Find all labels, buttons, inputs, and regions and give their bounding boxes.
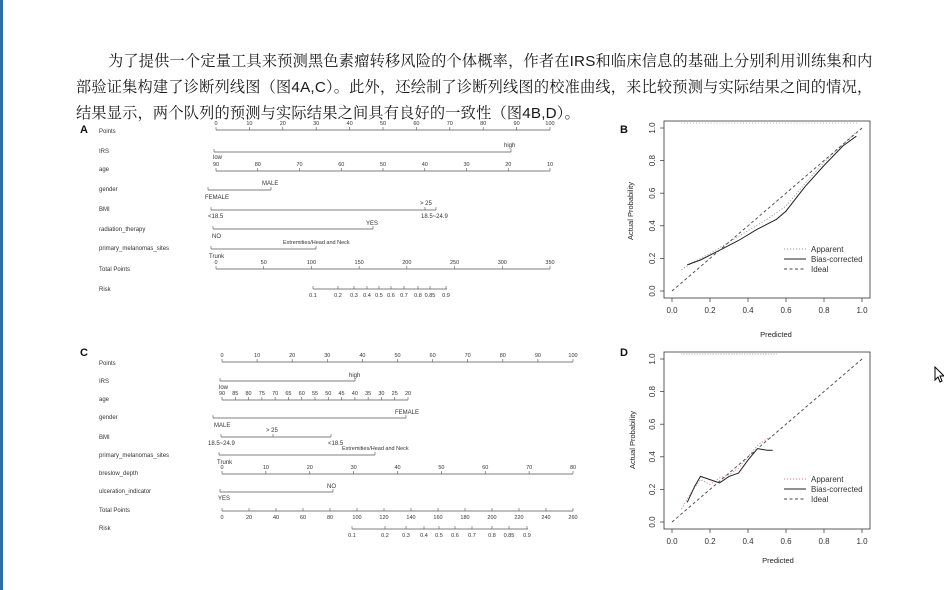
x-ticks-d — [666, 529, 868, 546]
b-xtick-label-2: 0.4 — [742, 306, 754, 315]
d-ytick-label-5: 1.0 — [648, 353, 657, 365]
risk-axis-c — [348, 526, 531, 539]
c-points-tick-label-7: 70 — [464, 353, 471, 359]
bmi-scale-c — [208, 428, 344, 447]
c-points-tick-label-4: 40 — [359, 353, 366, 359]
b-legend-label-0: Apparent — [811, 245, 844, 254]
age-scale-a — [213, 162, 553, 171]
c-total-tick-label-5: 100 — [352, 515, 362, 521]
a-age-tick-label-0: 90 — [212, 162, 220, 168]
c-age-tick-label-7: 55 — [311, 391, 319, 397]
c-age-tick-label-0: 90 — [218, 391, 226, 397]
c-total-tick-label-10: 200 — [487, 515, 497, 521]
gender-male-label-c: MALE — [214, 423, 231, 429]
row-label-sites: primary_melanomas_sites — [99, 246, 170, 252]
gender-male-label: MALE — [262, 181, 279, 187]
mouse-cursor-icon — [934, 366, 944, 384]
c-age-tick-label-1: 85 — [232, 391, 239, 397]
c-age-tick-label-13: 25 — [391, 391, 398, 397]
row-label-breslow-c: breslow_depth — [99, 471, 139, 477]
a-age-tick-label-4: 50 — [379, 162, 387, 168]
bmi-lt-label: <18.5 — [208, 214, 224, 220]
irs-scale-a — [213, 143, 515, 161]
irs-high-label: high — [504, 143, 516, 149]
c-age-tick-label-9: 45 — [338, 391, 345, 397]
total-points-axis-c — [220, 508, 577, 521]
c-breslow-tick-label-1: 10 — [262, 465, 269, 471]
a-risk-tick-label-6: 0.7 — [400, 293, 408, 299]
b-ytick-label-5: 1.0 — [648, 122, 657, 134]
c-risk-tick-label-9: 0.9 — [523, 533, 531, 539]
c-age-tick-label-3: 75 — [258, 391, 265, 397]
a-total-tick-label-3: 150 — [354, 260, 364, 266]
y-axis-label-b: Actual Probability — [626, 182, 635, 240]
c-age-tick-label-6: 60 — [298, 391, 305, 397]
c-age-tick-label-4: 70 — [272, 391, 279, 397]
series-b — [672, 128, 862, 291]
x-axis-label-b: Predicted — [760, 330, 792, 339]
row-label-total-points-c: Total Points — [99, 508, 131, 514]
d-xtick-label-1: 0.2 — [704, 537, 716, 546]
d-legend-label-2: Ideal — [811, 495, 829, 504]
c-age-tick-label-14: 20 — [404, 391, 412, 397]
a-points-tick-label-0: 0 — [214, 121, 218, 127]
c-age-tick-label-8: 50 — [325, 391, 332, 397]
c-age-tick-label-2: 80 — [245, 391, 252, 397]
a-points-tick-label-8: 80 — [480, 121, 487, 127]
total-points-axis-a — [214, 260, 554, 269]
c-breslow-tick-label-5: 50 — [438, 465, 445, 471]
a-total-tick-label-1: 50 — [260, 260, 267, 266]
legend-d — [784, 475, 863, 504]
risk-axis-a — [309, 286, 450, 299]
calibration-d — [620, 347, 870, 565]
ulceration-scale-c — [218, 484, 336, 502]
b-xtick-label-4: 0.8 — [818, 306, 830, 315]
c-age-tick-label-10: 40 — [351, 391, 358, 397]
d-xtick-label-0: 0.0 — [666, 537, 678, 546]
c-breslow-tick-label-0: 0 — [220, 465, 224, 471]
row-label-irs-c: IRS — [99, 379, 110, 385]
b-legend-label-2: Ideal — [811, 265, 829, 274]
x-ticks-b — [666, 298, 868, 315]
c-breslow-tick-label-6: 60 — [482, 465, 489, 471]
d-ytick-label-4: 0.8 — [648, 386, 657, 398]
row-label-sites-c: primary_melanomas_sites — [99, 453, 170, 459]
b-xtick-label-1: 0.2 — [704, 306, 716, 315]
d-series-line-bias-corrected — [687, 449, 773, 503]
b-ytick-label-4: 0.8 — [648, 155, 657, 167]
nomogram-a — [80, 121, 555, 299]
row-label-gender: gender — [99, 187, 118, 193]
a-points-tick-label-5: 50 — [379, 121, 387, 127]
b-xtick-label-5: 1.0 — [856, 306, 868, 315]
a-risk-tick-label-1: 0.2 — [334, 293, 342, 299]
nomogram-c — [80, 347, 578, 539]
c-points-tick-label-10: 100 — [568, 353, 578, 359]
gender-female-label: FEMALE — [205, 195, 230, 201]
c-points-tick-label-3: 30 — [324, 353, 331, 359]
bmi-gt25-label: > 25 — [420, 201, 432, 207]
c-age-tick-label-11: 35 — [365, 391, 372, 397]
d-xtick-label-3: 0.6 — [780, 537, 792, 546]
a-age-tick-label-2: 70 — [296, 162, 303, 168]
row-label-age: age — [99, 167, 110, 173]
row-label-risk-c: Risk — [99, 526, 111, 532]
x-axis-label-d: Predicted — [762, 556, 794, 565]
d-xtick-label-2: 0.4 — [742, 537, 754, 546]
series-d — [672, 359, 862, 522]
c-breslow-tick-label-3: 30 — [350, 465, 357, 471]
d-series-line-apparent — [682, 437, 773, 509]
c-breslow-tick-label-2: 20 — [306, 465, 313, 471]
ulceration-no-label-c: NO — [327, 484, 336, 490]
row-label-points-c: Points — [99, 361, 116, 367]
a-risk-tick-label-2: 0.3 — [350, 293, 358, 299]
b-xtick-label-0: 0.0 — [666, 306, 678, 315]
irs-low-label-c: low — [219, 385, 229, 391]
irs-low-label: low — [213, 155, 223, 161]
c-total-tick-label-9: 180 — [460, 515, 470, 521]
c-risk-tick-label-7: 0.8 — [488, 533, 496, 539]
a-points-tick-label-4: 40 — [346, 121, 353, 127]
article-paragraph: 为了提供一个定量工具来预测黑色素瘤转移风险的个体概率，作者在IRS和临床信息的基础上分别利用训练集和内部验证集构建了诊断列线图（图4A,C）。此外，还绘制了诊断列线图的校准曲线，来比较预测与实际结果之间的情况，结果显示，两个队列的预测与实际结果之间具有良好的一致性（图4B,D）。 — [76, 53, 873, 123]
c-breslow-tick-label-8: 80 — [569, 465, 577, 471]
irs-high-label-c: high — [349, 373, 361, 379]
row-label-irs: IRS — [99, 149, 110, 155]
y-ticks-d — [648, 353, 664, 528]
gender-scale-a — [205, 181, 278, 201]
a-risk-tick-label-3: 0.4 — [363, 293, 371, 299]
a-age-tick-label-7: 20 — [505, 162, 512, 168]
c-total-tick-label-7: 140 — [406, 515, 416, 521]
b-ytick-label-0: 0.0 — [648, 285, 657, 297]
c-risk-tick-label-4: 0.5 — [435, 533, 443, 539]
a-total-tick-label-4: 200 — [402, 260, 412, 266]
a-risk-tick-label-0: 0.1 — [309, 293, 317, 299]
row-label-points: Points — [99, 129, 116, 135]
d-legend-label-1: Bias-corrected — [811, 485, 863, 494]
calibration-b — [620, 121, 870, 339]
points-axis-a — [214, 121, 554, 130]
c-total-tick-label-1: 20 — [245, 515, 253, 521]
panel-label-a: A — [80, 124, 88, 136]
c-risk-tick-label-2: 0.3 — [402, 533, 410, 539]
bmi-scale-a — [208, 201, 449, 220]
y-axis-label-d: Actual Probability — [628, 411, 637, 469]
panel-label-d: D — [620, 347, 628, 359]
c-risk-tick-label-8: 0.85 — [503, 533, 515, 539]
c-total-tick-label-3: 60 — [299, 515, 307, 521]
bmi-gt25-label-c: > 25 — [266, 428, 278, 434]
bmi-mid-label-c: 18.5~24.9 — [208, 441, 235, 447]
row-label-bmi-c: BMI — [99, 435, 110, 441]
bmi-mid-label: 18.5~24.9 — [421, 214, 448, 220]
a-points-tick-label-6: 60 — [413, 121, 420, 127]
a-age-tick-label-8: 10 — [546, 162, 554, 168]
a-points-tick-label-7: 70 — [446, 121, 453, 127]
c-points-tick-label-9: 90 — [534, 353, 541, 359]
a-risk-tick-label-7: 0.8 — [414, 293, 422, 299]
d-ytick-label-0: 0.0 — [648, 516, 657, 528]
c-points-tick-label-0: 0 — [220, 353, 224, 359]
gender-scale-c — [213, 410, 419, 429]
d-legend-label-0: Apparent — [811, 475, 844, 484]
sites-ext-label-c: Extremities/Head and Neck — [342, 446, 409, 452]
c-risk-tick-label-3: 0.4 — [420, 533, 428, 539]
a-age-tick-label-6: 30 — [463, 162, 470, 168]
a-points-tick-label-2: 20 — [279, 121, 286, 127]
b-series-line-ideal — [672, 128, 862, 291]
row-label-total-points: Total Points — [99, 267, 131, 273]
a-points-tick-label-10: 100 — [545, 121, 555, 127]
breslow-scale-c — [220, 465, 576, 474]
a-risk-tick-label-5: 0.6 — [387, 293, 395, 299]
sites-scale-a — [209, 240, 350, 260]
c-risk-tick-label-5: 0.6 — [451, 533, 459, 539]
c-points-tick-label-5: 50 — [394, 353, 401, 359]
sites-trunk-label: Trunk — [209, 254, 225, 260]
d-ytick-label-3: 0.6 — [648, 418, 657, 430]
radiation-yes-label: YES — [366, 221, 379, 227]
radiation-no-label: NO — [212, 234, 221, 240]
c-total-tick-label-0: 0 — [220, 515, 224, 521]
age-scale-c — [219, 391, 411, 400]
a-points-tick-label-9: 90 — [513, 121, 520, 127]
c-total-tick-label-4: 80 — [326, 515, 334, 521]
c-total-tick-label-12: 240 — [541, 515, 551, 521]
b-ytick-label-3: 0.6 — [648, 187, 657, 199]
a-age-tick-label-5: 40 — [421, 162, 428, 168]
row-label-risk: Risk — [99, 287, 111, 293]
row-label-gender-c: gender — [99, 415, 118, 421]
a-total-tick-label-2: 100 — [306, 260, 317, 266]
panel-label-c: C — [80, 347, 88, 359]
b-legend-label-1: Bias-corrected — [811, 255, 863, 264]
d-xtick-label-5: 1.0 — [856, 537, 868, 546]
row-label-ulceration-c: ulceration_indicator — [99, 489, 152, 495]
rug-marks-b — [682, 121, 857, 124]
ulceration-yes-label-c: YES — [218, 496, 231, 502]
c-total-tick-label-6: 120 — [379, 515, 389, 521]
c-points-tick-label-2: 20 — [289, 353, 296, 359]
a-risk-tick-label-4: 0.5 — [375, 293, 383, 299]
a-risk-tick-label-8: 0.85 — [424, 293, 436, 299]
a-total-tick-label-0: 0 — [214, 260, 218, 266]
legend-b — [784, 245, 863, 274]
gender-female-label-c: FEMALE — [395, 410, 420, 416]
c-age-tick-label-5: 65 — [285, 391, 292, 397]
c-risk-tick-label-6: 0.7 — [468, 533, 476, 539]
row-label-radiation: radiation_therapy — [99, 227, 146, 233]
radiation-scale-a — [212, 221, 378, 240]
b-xtick-label-3: 0.6 — [780, 306, 792, 315]
d-series-line-ideal — [672, 359, 862, 522]
sites-trunk-label-c: Trunk — [217, 460, 233, 466]
b-ytick-label-2: 0.4 — [648, 220, 657, 232]
sites-ext-label: Extremities/Head and Neck — [283, 240, 350, 246]
d-xtick-label-4: 0.8 — [818, 537, 830, 546]
row-label-age-c: age — [99, 397, 110, 403]
a-age-tick-label-3: 60 — [338, 162, 345, 168]
sites-scale-c — [217, 446, 409, 466]
a-points-tick-label-3: 30 — [313, 121, 320, 127]
a-age-tick-label-1: 80 — [254, 162, 261, 168]
a-total-tick-label-5: 250 — [449, 260, 460, 266]
c-total-tick-label-2: 40 — [272, 515, 280, 521]
c-total-tick-label-13: 260 — [568, 515, 578, 521]
rug-marks-d — [682, 352, 777, 355]
c-points-tick-label-6: 60 — [429, 353, 436, 359]
a-total-tick-label-7: 350 — [545, 260, 555, 266]
c-points-tick-label-8: 80 — [499, 353, 506, 359]
bmi-lt-label-c: <18.5 — [328, 441, 344, 447]
a-total-tick-label-6: 300 — [497, 260, 507, 266]
d-ytick-label-2: 0.4 — [648, 451, 657, 463]
c-breslow-tick-label-4: 40 — [394, 465, 401, 471]
points-axis-c — [220, 353, 577, 362]
irs-scale-c — [219, 373, 360, 391]
c-risk-tick-label-0: 0.1 — [348, 533, 356, 539]
c-total-tick-label-11: 220 — [514, 515, 524, 521]
c-risk-tick-label-1: 0.2 — [381, 533, 389, 539]
y-ticks-b — [648, 122, 664, 297]
c-breslow-tick-label-7: 70 — [526, 465, 533, 471]
a-risk-tick-label-9: 0.9 — [442, 293, 450, 299]
b-ytick-label-1: 0.2 — [648, 252, 657, 264]
row-label-bmi: BMI — [99, 207, 110, 213]
c-total-tick-label-8: 160 — [433, 515, 443, 521]
c-points-tick-label-1: 10 — [254, 353, 261, 359]
c-age-tick-label-12: 30 — [378, 391, 385, 397]
d-ytick-label-1: 0.2 — [648, 483, 657, 495]
a-points-tick-label-1: 10 — [246, 121, 253, 127]
panel-label-b: B — [620, 124, 628, 136]
